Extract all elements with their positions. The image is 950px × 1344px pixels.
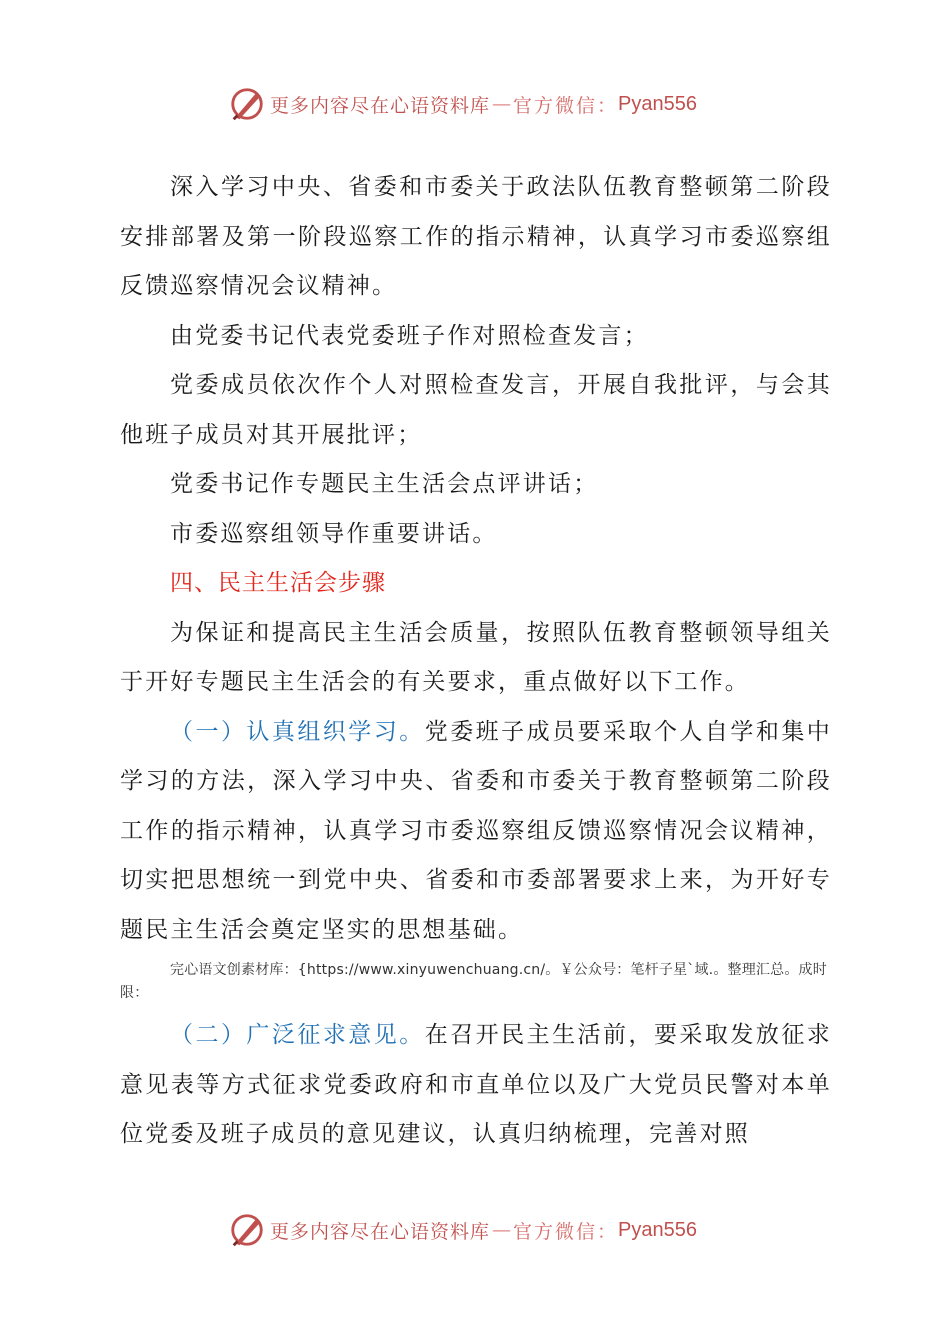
- footer-banner: [228, 1210, 697, 1250]
- paragraph: 深入学习中央、省委和市委关于政法队伍教育整顿第二阶段安排部署及第一阶段巡察工作的指示精神，认真学习市委巡察组反馈巡察情况会议精神。: [120, 174, 832, 299]
- pen-logo-icon: [228, 1211, 266, 1249]
- banner-wechat-id: Pyan556: [618, 92, 697, 115]
- paragraph: 由党委书记代表党委班子作对照检查发言；: [170, 322, 649, 349]
- subsection-title: （二）广泛征求意见。: [170, 1022, 425, 1048]
- paragraph: 为保证和提高民主生活会质量，按照队伍教育整顿领导组关于开好专题民主生活会的有关要求，重点做好以下工作。: [120, 619, 832, 695]
- paragraph: 党委书记作专题民主生活会点评讲话；: [170, 471, 599, 497]
- pen-logo-icon: [228, 85, 266, 123]
- banner-separator: —: [492, 1219, 512, 1241]
- banner-separator: —: [492, 93, 512, 115]
- header-banner: [228, 84, 697, 124]
- subsection-title: （一）认真组织学习。: [170, 718, 425, 745]
- source-note: 完心语文创素材库：{https://www.xinyuwenchuang.cn/。￥公众号：笔杆子星`域.。整理汇总。成时限：: [120, 962, 827, 1001]
- subsection-text: 在召开民主生活前，要采取发放征求意见表等方式征求党委政府和市直单位以及广大党员民警对本单位党委及班子成员的意见建议，认真归纳梳理，完善对照: [120, 1022, 832, 1147]
- banner-wechat-label: 官方微信：: [513, 1220, 619, 1243]
- paragraph: 市委巡察组领导作重要讲话。: [170, 520, 498, 547]
- subsection-text: 党委班子成员要采取个人自学和集中学习的方法，深入学习中央、省委和市委关于教育整顿第二阶段工作的指示精神，认真学习市委巡察组反馈巡察情况会议精神，切实把思想统一到党中央、省委和市委部署要求上来，为开好专题民主生活会奠定坚实的思想基础。: [120, 718, 832, 943]
- subsection-paragraph: [120, 1011, 832, 1160]
- section-heading: 四、民主生活会步骤: [170, 570, 386, 596]
- paragraph: 党委成员依次作个人对照检查发言，开展自我批评，与会其他班子成员对其开展批评；: [120, 372, 832, 448]
- banner-wechat-label: 官方微信：: [513, 94, 619, 117]
- document-body: [120, 163, 832, 1160]
- subsection-paragraph: [120, 708, 832, 956]
- banner-text: 更多内容尽在心语资料库: [270, 94, 491, 117]
- banner-wechat-id: Pyan556: [618, 1218, 697, 1241]
- banner-text: 更多内容尽在心语资料库: [270, 1220, 491, 1243]
